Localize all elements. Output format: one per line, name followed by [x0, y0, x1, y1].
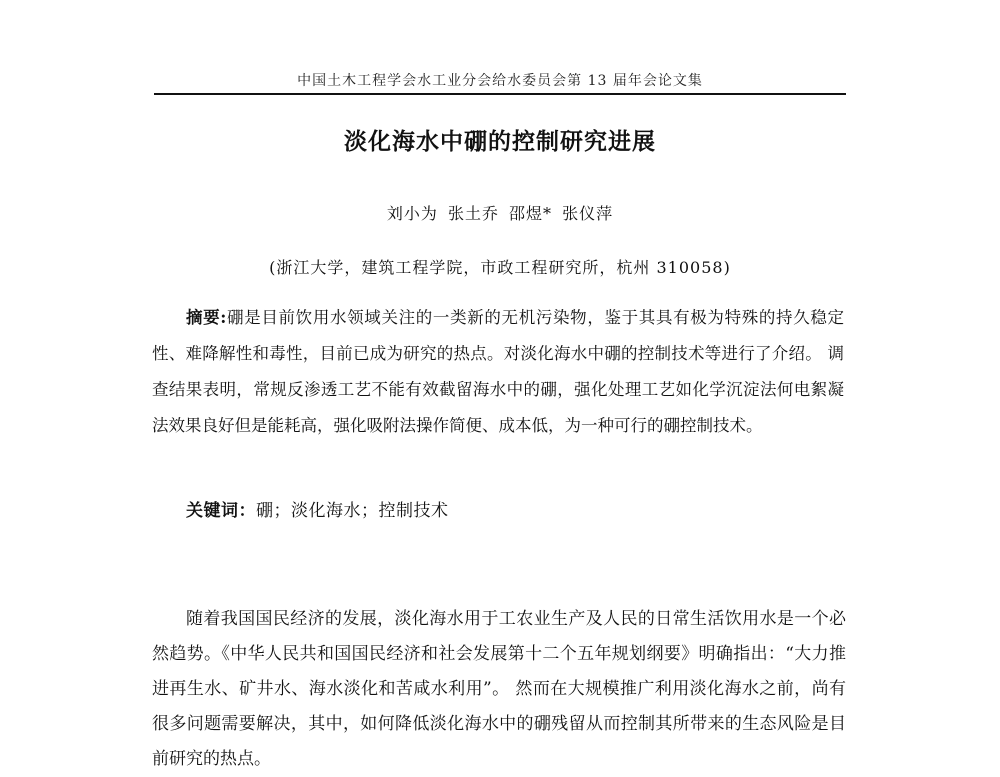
author-affiliation: (浙江大学，建筑工程学院，市政工程研究所，杭州 310058): [269, 258, 731, 277]
abstract-label: 摘要:: [186, 308, 227, 327]
abstract-text: 硼是目前饮用水领域关注的一类新的无机污染物，鉴于其具有极为特殊的持久稳定性、难降解性和毒性，目前已成为研究的热点。对淡化海水中硼的控制技术等进行了介绍。 调查结果表明，常规反渗透工艺不能有效截留海水中的硼，强化处理工艺如化学沉淀法何电絮凝法效果良好但是能耗高，强化吸附法操作简便、成本低，为一种可行的硼控制技术。: [152, 308, 845, 435]
keywords-label: 关键词：: [186, 501, 256, 521]
abstract: [152, 300, 844, 444]
keywords-text: 硼；淡化海水；控制技术: [256, 501, 449, 521]
keywords: [186, 496, 846, 521]
intro-paragraph: 随着我国国民经济的发展，淡化海水用于工农业生产及人民的日常生活饮用水是一个必然趋势。《中华人民共和国国民经济和社会发展第十二个五年规划纲要》明确指出：“大力推进再生水、矿井水、海水淡化和苦咸水利用”。 然而在大规模推广利用淡化海水之前，尚有很多问题需要解决，其中，如何降低淡化海水中的硼残留从而控制其所带来的生态风险是目前研究的热点。: [152, 609, 846, 769]
running-header: 中国土木工程学会水工业分会给水委员会第 13 届年会论文集: [297, 73, 703, 89]
paper-title: 淡化海水中硼的控制研究进展: [344, 129, 656, 155]
header-rule: [154, 93, 846, 95]
author-list: 刘小为 张土乔 邵煜* 张仪萍: [386, 204, 614, 223]
